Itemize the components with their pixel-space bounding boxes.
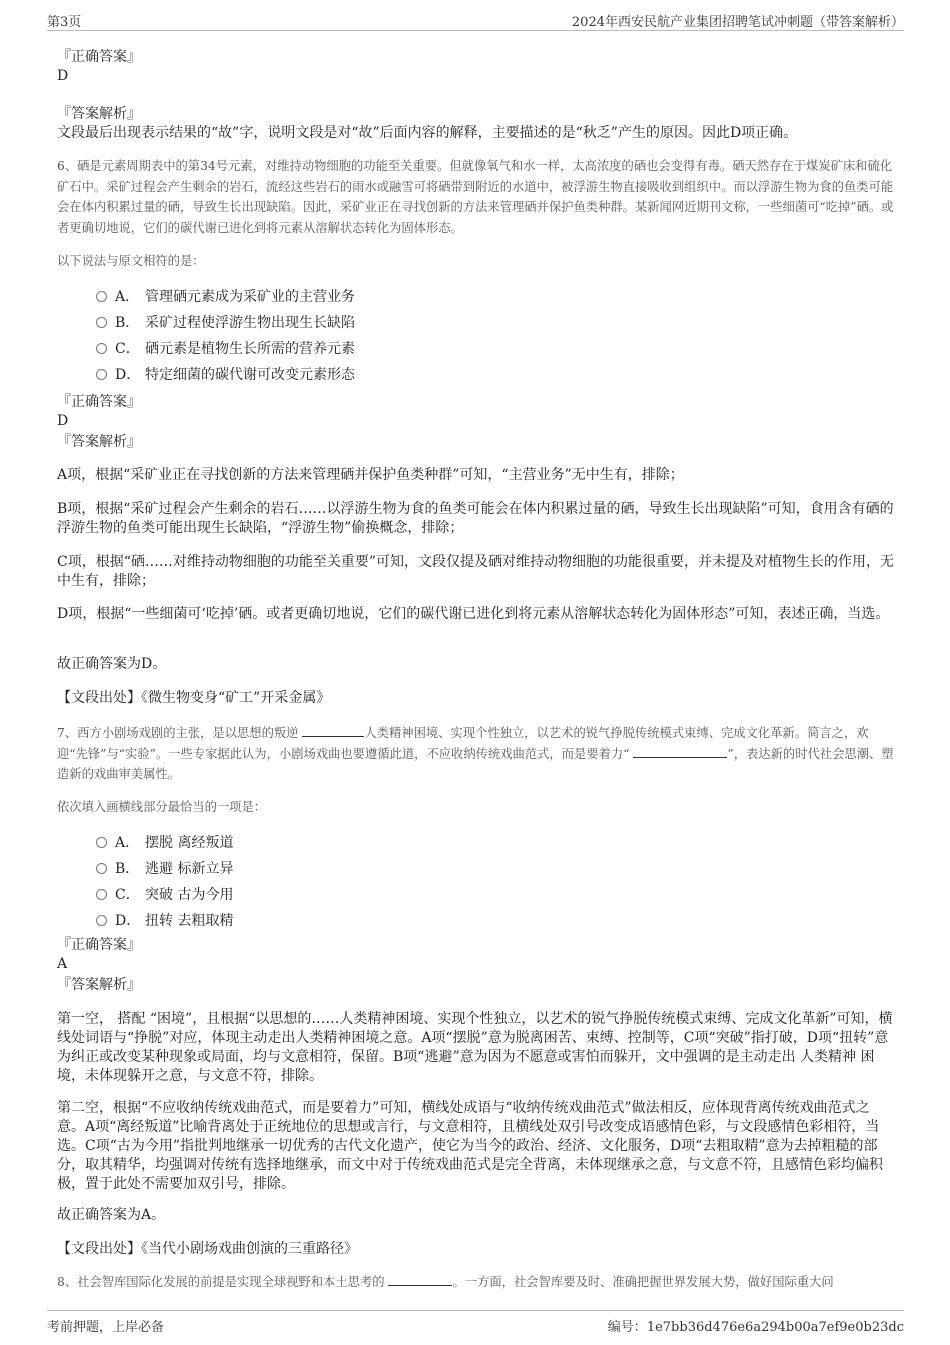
answer-label: 『正确答案』 (57, 394, 141, 410)
document-title: 2024年西安民航产业集团招聘笔试冲刺题（带答案解析） (571, 15, 904, 30)
q7-option-d[interactable]: D． 扭转 去粗取精 (96, 912, 233, 930)
answer-label: 『正确答案』 (57, 49, 141, 65)
q6-analysis-c: C项，根据“硒……对维持动物细胞的功能至关重要”可知，文段仅提及硒对维持动物细胞的功能很重要，并未提及对植物生长的作用，无中生有，排除； (57, 554, 895, 589)
q7-prompt: 依次填入画横线部分最恰当的一项是： (57, 800, 267, 814)
q6-option-a[interactable]: A． 管理硒元素成为采矿业的主营业务 (96, 288, 355, 306)
q6-conclusion: 故正确答案为D。 (57, 656, 167, 672)
q6-prompt: 以下说法与原文相符的是： (57, 254, 205, 268)
radio-icon[interactable] (96, 317, 107, 328)
q6-option-b[interactable]: B． 采矿过程使浮游生物出现生长缺陷 (96, 314, 355, 332)
footer-slogan: 考前押题，上岸必备 (47, 1320, 165, 1335)
radio-icon[interactable] (96, 915, 107, 926)
page-footer (47, 1310, 904, 1335)
q7-analysis-2: 第二空，根据“不应收纳传统戏曲范式，而是要着力”可知，横线处成语与“收纳传统戏曲范式”做法相反，应体现背离传统戏曲范式之意。A项“离经叛道”比喻背离处于正统地位的思想或言行，与文意相符，且横线处双引号改变成语感情色彩，与文段感情色彩相符，当选。C项“古为今用”指批判地继承一切优秀的古代文化遗产，使它为当今的政治、经济、文化服务，D项“去粗取精”意为去掉粗糙的部分，取其精华，均强调对传统有选择地继承，而文中对于传统戏曲范式是完全背离，未体现继承之意，与文意不符，且感情色彩均偏积极，置于此处不需要加双引号，排除。 (57, 1100, 883, 1192)
q7-text: 7、西方小剧场戏剧的主张，是以思想的叛逆 人类精神困境、实现个性独立，以艺术的锐气挣脱传统模式束缚、完成文化革新。简言之，欢迎“先锋”与“实验”。一些专家据此认为，小剧场戏曲也要遵循此道，不应收纳传统戏曲范式，而是要着力“ ”，表达新的时代社会思潮、塑造新的戏曲审美属性。 (57, 726, 894, 781)
page-header (47, 8, 904, 31)
answer-label: 『正确答案』 (57, 937, 141, 953)
q7-option-c[interactable]: C． 突破 古为今用 (96, 886, 233, 904)
q6-answer: D (57, 413, 69, 429)
q7-analysis-1: 第一空， 搭配 “困境”，且根据“以思想的……人类精神困境、实现个性独立，以艺术的锐气挣脱传统模式束缚、完成文化革新”可知，横线处词语与“挣脱”对应，体现主动走出人类精神困境之意。A项“摆脱”意为脱离困苦、束缚、控制等，C项“突破”指打破，D项“扭转”意为纠正或改变某种现象或局面，均与文意相符，保留。B项“逃避”意为因为不愿意或害怕而躲开，文中强调的是主动走出 人类精神 困境，未体现躲开之意，与文意不符，排除。 (57, 1011, 893, 1084)
q6-source: 【文段出处】《微生物变身“矿工”开采金属》 (57, 690, 331, 706)
q6-analysis-d: D项，根据“一些细菌可‘吃掉’硒。或者更确切地说，它们的碳代谢已进化到将元素从溶解状态转化为固体形态”可知，表述正确，当选。 (57, 606, 890, 622)
q7-answer: A (57, 956, 68, 972)
document-code: 编号：1e7bb36d476e6a294b00a7ef9e0b23dc (607, 1320, 904, 1335)
analysis-label: 『答案解析』 (57, 434, 141, 450)
q6-option-c[interactable]: C． 硒元素是植物生长所需的营养元素 (96, 340, 355, 358)
q7-option-a[interactable]: A． 摆脱 离经叛道 (96, 834, 233, 852)
page-number: 第3页 (47, 15, 82, 30)
q8-text: 8、社会智库国际化发展的前提是实现全球视野和本土思考的 。一方面，社会智库要及时、准确把握世界发展大势，做好国际重大问 (57, 1275, 834, 1289)
radio-icon[interactable] (96, 291, 107, 302)
analysis-label: 『答案解析』 (57, 106, 141, 122)
q5-answer: D (57, 68, 69, 84)
q6-option-d[interactable]: D． 特定细菌的碳代谢可改变元素形态 (96, 366, 355, 384)
radio-icon[interactable] (96, 369, 107, 380)
q7-option-b[interactable]: B． 逃避 标新立异 (96, 860, 233, 878)
q6-text: 6、硒是元素周期表中的第34号元素，对维持动物细胞的功能至关重要。但就像氧气和水一样，太高浓度的硒也会变得有毒。硒天然存在于煤炭矿床和硫化矿石中。采矿过程会产生剩余的岩石，流经这些岩石的雨水或融雪可将硒带到附近的水道中，被浮游生物直接吸收到组织中。而以浮游生物为食的鱼类可能会在体内积累过量的硒，导致生长出现缺陷。因此，采矿业正在寻找创新的方法来管理硒并保护鱼类种群。某新闻网近期刊文称，一些细菌可“吃掉”硒。或者更确切地说，它们的碳代谢已进化到将元素从溶解状态转化为固体形态。 (57, 159, 894, 235)
analysis-label: 『答案解析』 (57, 977, 141, 993)
blank-1 (302, 724, 364, 737)
radio-icon[interactable] (96, 889, 107, 900)
blank-2 (633, 745, 727, 758)
q6-analysis-b: B项，根据“采矿过程会产生剩余的岩石……以浮游生物为食的鱼类可能会在体内积累过量的硒，导致生长出现缺陷”可知，食用含有硒的浮游生物的鱼类可能出现生长缺陷，“浮游生物”偷换概念，排除； (57, 501, 894, 536)
blank-1 (388, 1273, 452, 1286)
q7-source: 【文段出处】《当代小剧场戏曲创演的三重路径》 (57, 1241, 358, 1257)
q6-analysis-a: A项，根据“采矿业正在寻找创新的方法来管理硒并保护鱼类种群”可知，“主营业务”无中生有，排除； (57, 467, 684, 483)
radio-icon[interactable] (96, 343, 107, 354)
q5-analysis: 文段最后出现表示结果的“故”字，说明文段是对“故”后面内容的解释，主要描述的是“秋乏”产生的原因。因此D项正确。 (57, 125, 798, 141)
radio-icon[interactable] (96, 863, 107, 874)
q7-conclusion: 故正确答案为A。 (57, 1207, 166, 1223)
radio-icon[interactable] (96, 837, 107, 848)
